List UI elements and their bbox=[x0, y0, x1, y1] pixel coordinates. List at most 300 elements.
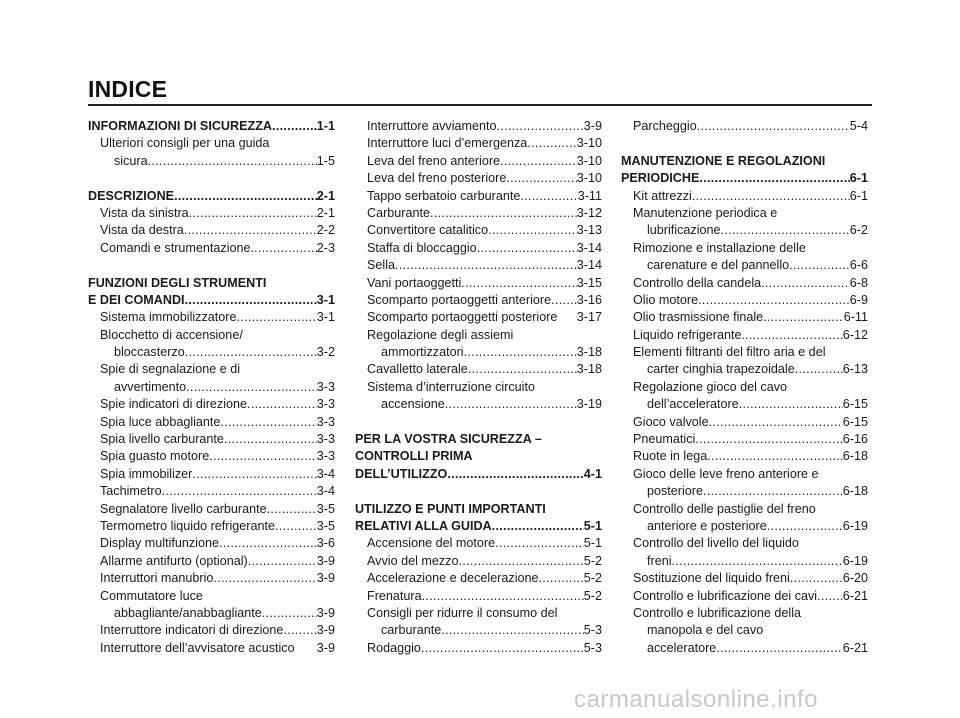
toc-entry-title: Leva del freno anteriore bbox=[367, 153, 501, 168]
toc-dot-leader bbox=[422, 588, 584, 605]
toc-entry[interactable] bbox=[88, 518, 335, 535]
toc-entry-title: Controllo della candela bbox=[633, 275, 762, 290]
toc-page-number: 6-1 bbox=[849, 188, 868, 203]
toc-entry-title: INFORMAZIONI DI SICUREZZA bbox=[88, 119, 272, 133]
toc-entry[interactable] bbox=[88, 570, 335, 587]
toc-entry-title: Staffa di bloccaggio bbox=[367, 240, 477, 255]
toc-page-number: 3-3 bbox=[316, 449, 335, 464]
toc-entry-title: Elementi filtranti del filtro aria e del bbox=[633, 345, 826, 360]
toc-entry bbox=[355, 605, 602, 622]
toc-dot-leader bbox=[247, 396, 317, 413]
toc-dot-leader bbox=[447, 466, 583, 483]
toc-entry-title: accensione bbox=[381, 397, 445, 412]
toc-entry bbox=[88, 588, 335, 605]
toc-entry[interactable] bbox=[88, 501, 335, 518]
toc-entry[interactable] bbox=[621, 257, 868, 274]
toc-entry[interactable] bbox=[355, 292, 602, 309]
toc-entry-title: ammortizzatori bbox=[381, 345, 464, 360]
toc-dot-leader bbox=[767, 309, 844, 326]
toc-entry-title: Convertitore catalitico bbox=[367, 223, 489, 238]
toc-page-number: 6-19 bbox=[842, 518, 868, 533]
toc-dot-leader bbox=[739, 396, 843, 413]
toc-entry[interactable] bbox=[88, 466, 335, 483]
toc-entry[interactable] bbox=[355, 118, 602, 135]
toc-entry-title: Vista da sinistra bbox=[100, 205, 189, 220]
toc-dot-leader bbox=[817, 588, 843, 605]
toc-entry[interactable] bbox=[621, 483, 868, 500]
toc-section-heading[interactable] bbox=[88, 118, 335, 135]
toc-page-number: 3-1 bbox=[316, 310, 335, 325]
toc-entry[interactable] bbox=[355, 170, 602, 187]
toc-dot-leader bbox=[500, 153, 577, 170]
toc-dot-leader bbox=[716, 640, 842, 657]
toc-entry[interactable] bbox=[621, 553, 868, 570]
toc-entry bbox=[355, 379, 602, 396]
toc-section-heading bbox=[355, 431, 602, 448]
toc-page-number: 1-5 bbox=[316, 153, 335, 168]
toc-spacer bbox=[88, 257, 335, 274]
toc-page-number: 3-16 bbox=[576, 292, 602, 307]
toc-page-number: 3-15 bbox=[576, 275, 602, 290]
toc-entry-title: Tappo serbatoio carburante bbox=[367, 188, 521, 203]
toc-section-heading bbox=[355, 501, 602, 518]
toc-entry bbox=[621, 605, 868, 622]
toc-dot-leader bbox=[767, 518, 843, 535]
toc-entry-title: abbagliante/anabbagliante bbox=[114, 605, 262, 620]
toc-page-number: 3-17 bbox=[576, 310, 602, 325]
toc-column-2 bbox=[355, 118, 602, 657]
toc-entry[interactable] bbox=[88, 622, 335, 639]
toc-page-number: 3-10 bbox=[576, 136, 602, 151]
toc-entry-title: Commutatore luce bbox=[100, 588, 203, 603]
toc-entry-title: DESCRIZIONE bbox=[88, 188, 175, 203]
toc-entry-title: PERIODICHE bbox=[621, 171, 700, 186]
toc-entry-title: Regolazione gioco del cavo bbox=[633, 379, 788, 394]
toc-dot-leader bbox=[464, 344, 577, 361]
toc-entry-title: Olio motore bbox=[633, 292, 699, 307]
toc-leader-space bbox=[557, 309, 576, 326]
toc-entry[interactable] bbox=[355, 188, 602, 205]
toc-entry[interactable] bbox=[88, 553, 335, 570]
toc-dot-leader bbox=[148, 153, 317, 170]
toc-dot-leader bbox=[477, 240, 577, 257]
toc-section-heading[interactable] bbox=[88, 188, 335, 205]
toc-entry[interactable] bbox=[88, 222, 335, 239]
toc-entry[interactable] bbox=[355, 240, 602, 257]
toc-dot-leader bbox=[220, 414, 316, 431]
toc-page-number: 5-3 bbox=[583, 623, 602, 638]
toc-entry bbox=[621, 379, 868, 396]
toc-entry-title: Comandi e strumentazione. bbox=[100, 240, 255, 255]
toc-entry-title: Scomparto portaoggetti posteriore bbox=[367, 310, 558, 325]
toc-dot-leader bbox=[185, 344, 317, 361]
toc-entry[interactable] bbox=[88, 309, 335, 326]
toc-entry[interactable] bbox=[355, 570, 602, 587]
toc-page-number: 3-11 bbox=[577, 188, 602, 203]
toc-section-heading[interactable] bbox=[355, 466, 602, 483]
toc-dot-leader bbox=[430, 205, 577, 222]
toc-page-number: 3-5 bbox=[316, 518, 335, 533]
toc-dot-leader bbox=[698, 292, 850, 309]
toc-entry-title: Display multifunzione bbox=[100, 536, 219, 551]
toc-dot-leader bbox=[761, 275, 850, 292]
toc-page-number: 3-9 bbox=[316, 553, 335, 568]
toc-dot-leader bbox=[162, 483, 317, 500]
toc-entry-title: Termometro liquido refrigerante bbox=[100, 518, 275, 533]
toc-dot-leader bbox=[445, 396, 577, 413]
toc-entry-title: Regolazione degli assiemi bbox=[367, 327, 514, 342]
toc-entry-title: Sistema d’interruzione circuito bbox=[367, 379, 535, 394]
toc-dot-leader bbox=[262, 605, 317, 622]
toc-entry-title: Interruttore luci d’emergenza bbox=[367, 136, 528, 151]
toc-entry-title: PER LA VOSTRA SICUREZZA – bbox=[355, 432, 542, 447]
toc-entry-title: Tachimetro bbox=[100, 484, 162, 499]
toc-dot-leader bbox=[458, 553, 583, 570]
toc-dot-leader bbox=[236, 309, 316, 326]
toc-page-number: 5-2 bbox=[583, 553, 602, 568]
toc-dot-leader bbox=[186, 379, 317, 396]
toc-entry-title: carenature e del pannello bbox=[647, 258, 790, 273]
toc-entry-title: Manutenzione periodica e bbox=[633, 205, 778, 220]
toc-entry[interactable] bbox=[88, 379, 335, 396]
toc-entry bbox=[621, 240, 868, 257]
toc-page-number: 3-13 bbox=[576, 223, 602, 238]
toc-entry[interactable] bbox=[355, 222, 602, 239]
toc-entry[interactable] bbox=[621, 588, 868, 605]
toc-page-number: 3-10 bbox=[576, 153, 602, 168]
toc-page-number: 3-12 bbox=[576, 205, 602, 220]
toc-entry bbox=[621, 535, 868, 552]
toc-dot-leader bbox=[709, 414, 843, 431]
toc-entry[interactable] bbox=[88, 396, 335, 413]
toc-page-number: 3-2 bbox=[316, 345, 335, 360]
toc-entry[interactable] bbox=[88, 431, 335, 448]
toc-page-number: 6-6 bbox=[849, 258, 868, 273]
toc-entry-title: Spia guasto motore bbox=[100, 449, 210, 464]
toc-page-number: 3-10 bbox=[576, 171, 602, 186]
toc-entry[interactable] bbox=[355, 535, 602, 552]
toc-entry[interactable] bbox=[355, 257, 602, 274]
toc-dot-leader bbox=[789, 257, 850, 274]
toc-page-number: 6-11 bbox=[843, 310, 868, 325]
toc-dot-leader bbox=[527, 135, 576, 152]
toc-entry-title: Blocchetto di accensione/ bbox=[100, 327, 243, 342]
toc-entry-title: Consigli per ridurre il consumo del bbox=[367, 605, 558, 620]
toc-page-number: 3-3 bbox=[316, 379, 335, 394]
toc-dot-leader bbox=[192, 466, 316, 483]
toc-dot-leader bbox=[441, 622, 584, 639]
toc-page-number: 3-9 bbox=[583, 119, 602, 133]
toc-dot-leader bbox=[699, 170, 849, 187]
toc-page-number: 2-3 bbox=[316, 240, 335, 255]
toc-page-number: 3-3 bbox=[316, 414, 335, 429]
toc-entry-title: Controllo e lubrificazione dei cavi bbox=[633, 588, 818, 603]
toc-section-heading bbox=[88, 275, 335, 292]
toc-dot-leader bbox=[213, 570, 316, 587]
toc-page-number: 3-18 bbox=[576, 362, 602, 377]
toc-entry[interactable] bbox=[88, 414, 335, 431]
toc-page-number: 3-3 bbox=[316, 432, 335, 447]
toc-entry[interactable] bbox=[355, 361, 602, 378]
toc-entry-title: Kit attrezzi bbox=[633, 188, 692, 203]
toc-entry-title: freni bbox=[647, 553, 672, 568]
toc-dot-leader bbox=[189, 205, 317, 222]
toc-entry[interactable] bbox=[355, 205, 602, 222]
toc-entry[interactable] bbox=[621, 275, 868, 292]
toc-entry-title: Sostituzione del liquido freni bbox=[633, 571, 790, 586]
toc-dot-leader bbox=[275, 518, 317, 535]
toc-entry[interactable] bbox=[621, 414, 868, 431]
toc-entry-title: Scomparto portaoggetti anteriore bbox=[367, 292, 552, 307]
toc-entry-title: MANUTENZIONE E REGOLAZIONI bbox=[621, 153, 826, 168]
toc-entry-title: Vani portaoggetti bbox=[367, 275, 462, 290]
toc-entry[interactable] bbox=[621, 361, 868, 378]
toc-entry[interactable] bbox=[88, 344, 335, 361]
toc-page-number: 6-15 bbox=[842, 414, 868, 429]
toc-entry[interactable] bbox=[621, 188, 868, 205]
toc-dot-leader bbox=[185, 292, 317, 309]
toc-page-number: 2-1 bbox=[316, 188, 335, 203]
toc-page-number: 3-9 bbox=[316, 571, 335, 586]
toc-entry[interactable] bbox=[355, 622, 602, 639]
toc-entry-title: Allarme antifurto (optional) bbox=[100, 553, 248, 568]
toc-page-number: 6-19 bbox=[842, 553, 868, 568]
toc-entry[interactable] bbox=[621, 431, 868, 448]
toc-dot-leader bbox=[209, 448, 317, 465]
toc-entry-title: Cavalletto laterale bbox=[367, 362, 468, 377]
toc-entry[interactable] bbox=[355, 344, 602, 361]
toc-entry-title: lubrificazione bbox=[647, 223, 721, 238]
toc-entry-title: Sistema immobilizzatore bbox=[100, 310, 237, 325]
toc-page-number: 3-9 bbox=[316, 605, 335, 620]
toc-entry bbox=[621, 344, 868, 361]
toc-page-number: 5-1 bbox=[583, 536, 602, 551]
toc-entry[interactable] bbox=[621, 518, 868, 535]
toc-entry bbox=[621, 501, 868, 518]
toc-entry-title: Ruote in lega bbox=[633, 449, 708, 464]
toc-page-number: 3-14 bbox=[576, 240, 602, 255]
toc-dot-leader bbox=[497, 118, 584, 135]
toc-page-number: 6-13 bbox=[842, 362, 868, 377]
toc-column-3 bbox=[621, 118, 868, 657]
toc-spacer bbox=[355, 483, 602, 500]
toc-entry-title: acceleratore bbox=[647, 640, 717, 655]
toc-dot-leader bbox=[520, 188, 577, 205]
toc-entry[interactable] bbox=[88, 240, 335, 257]
toc-page-number: 6-21 bbox=[842, 588, 868, 603]
toc-entry[interactable] bbox=[88, 640, 335, 657]
toc-entry-title: dell’acceleratore bbox=[647, 397, 739, 412]
toc-entry-title: Accensione del motore bbox=[367, 536, 496, 551]
toc-entry-title: Parcheggio bbox=[633, 119, 697, 133]
toc-entry-title: Ulteriori consigli per una guida bbox=[100, 136, 270, 151]
toc-entry-title: Rimozione e installazione delle bbox=[633, 240, 806, 255]
toc-entry[interactable] bbox=[355, 309, 602, 326]
toc-entry[interactable] bbox=[88, 535, 335, 552]
toc-page-number: 3-4 bbox=[316, 466, 335, 481]
toc-dot-leader bbox=[461, 275, 576, 292]
toc-entry-title: Carburante bbox=[367, 205, 431, 220]
toc-entry-title: Spie indicatori di direzione bbox=[100, 397, 248, 412]
toc-dot-leader bbox=[184, 222, 317, 239]
toc-entry-title: FUNZIONI DEGLI STRUMENTI bbox=[88, 275, 267, 290]
toc-dot-leader bbox=[174, 188, 317, 205]
toc-entry bbox=[88, 135, 335, 152]
toc-page-number: 3-6 bbox=[316, 536, 335, 551]
toc-entry bbox=[88, 327, 335, 344]
toc-page-number: 3-9 bbox=[316, 623, 335, 638]
toc-entry[interactable] bbox=[621, 570, 868, 587]
toc-entry-title: carter cinghia trapezoidale bbox=[647, 362, 795, 377]
toc-dot-leader bbox=[224, 431, 317, 448]
toc-entry[interactable] bbox=[355, 135, 602, 152]
toc-entry-title: Controllo e lubrificazione della bbox=[633, 605, 802, 620]
toc-dot-leader bbox=[721, 222, 850, 239]
toc-column-1 bbox=[88, 118, 335, 657]
toc-page-number: 4-1 bbox=[583, 466, 602, 481]
toc-page-number: 2-1 bbox=[316, 205, 335, 220]
toc-entry[interactable] bbox=[621, 396, 868, 413]
toc-entry[interactable] bbox=[355, 640, 602, 657]
toc-entry-title: Spia livello carburante bbox=[100, 432, 224, 447]
toc-page-number: 3-19 bbox=[576, 397, 602, 412]
toc-entry[interactable] bbox=[621, 448, 868, 465]
toc-entry-title: DELL’UTILIZZO bbox=[355, 466, 448, 481]
toc-page-number: 5-2 bbox=[583, 588, 602, 603]
toc-entry[interactable] bbox=[621, 640, 868, 657]
toc-entry-title: CONTROLLI PRIMA bbox=[355, 449, 473, 464]
toc-entry-title: Pneumatici bbox=[633, 432, 696, 447]
toc-section-heading[interactable] bbox=[88, 292, 335, 309]
toc-dot-leader bbox=[267, 501, 317, 518]
toc-entry[interactable] bbox=[88, 448, 335, 465]
toc-entry[interactable] bbox=[355, 153, 602, 170]
toc-entry-title: Avvio del mezzo bbox=[367, 553, 459, 568]
toc-dot-leader bbox=[703, 483, 843, 500]
toc-dot-leader bbox=[492, 518, 584, 535]
toc-entry[interactable] bbox=[88, 605, 335, 622]
toc-entry-title: carburante bbox=[381, 623, 442, 638]
toc-page-number: 3-5 bbox=[316, 501, 335, 516]
toc-page-number: 6-16 bbox=[842, 432, 868, 447]
toc-entry-title: posteriore bbox=[647, 484, 704, 499]
toc-page-number: 5-4 bbox=[849, 119, 868, 133]
toc-entry-title: Spie di segnalazione e di bbox=[100, 362, 241, 377]
toc-entry-title: Interruttore dell’avvisatore acustico bbox=[100, 640, 295, 655]
toc-section-heading[interactable] bbox=[621, 170, 868, 187]
toc-entry-title: Controllo delle pastiglie del freno bbox=[633, 501, 816, 516]
toc-dot-leader bbox=[488, 222, 577, 239]
toc-page-number: 3-4 bbox=[316, 484, 335, 499]
toc-entry-title: Accelerazione e decelerazione bbox=[367, 571, 539, 586]
toc-page-number: 6-18 bbox=[842, 449, 868, 464]
toc-dot-leader bbox=[506, 170, 576, 187]
toc-entry-title: anteriore e posteriore bbox=[647, 518, 767, 533]
toc-dot-leader bbox=[695, 431, 842, 448]
toc-entry[interactable] bbox=[355, 396, 602, 413]
toc-dot-leader bbox=[283, 622, 316, 639]
toc-entry-title: Interruttore avviamento bbox=[367, 119, 497, 133]
toc-entry-title: Interruttore indicatori di direzione bbox=[100, 623, 284, 638]
toc-spacer bbox=[621, 135, 868, 152]
toc-entry[interactable] bbox=[621, 222, 868, 239]
toc-entry[interactable] bbox=[621, 118, 868, 135]
toc-entry-title: Segnalatore livello carburante bbox=[100, 501, 267, 516]
toc-entry[interactable] bbox=[355, 553, 602, 570]
toc-spacer bbox=[355, 414, 602, 431]
toc-page-number: 5-1 bbox=[583, 518, 602, 533]
toc-dot-leader bbox=[495, 535, 584, 552]
toc-page-number: 5-3 bbox=[583, 640, 602, 655]
toc-entry-title: Spia luce abbagliante bbox=[100, 414, 221, 429]
toc-entry-title: avvertimento bbox=[114, 379, 187, 394]
toc-entry-title: Liquido refrigerante. bbox=[633, 327, 746, 342]
toc-dot-leader bbox=[672, 553, 843, 570]
toc-entry[interactable] bbox=[621, 309, 868, 326]
toc-entry[interactable] bbox=[621, 292, 868, 309]
toc-dot-leader bbox=[395, 257, 577, 274]
toc-entry-title: Sella bbox=[367, 258, 396, 273]
toc-page-number: 6-15 bbox=[842, 397, 868, 412]
toc-entry[interactable] bbox=[621, 327, 868, 344]
toc-entry bbox=[621, 622, 868, 639]
title-divider bbox=[88, 104, 872, 106]
toc-page-number: 6-9 bbox=[849, 292, 868, 307]
watermark-text: carmanualsonline.info bbox=[574, 686, 818, 713]
toc-entry[interactable] bbox=[88, 153, 335, 170]
toc-entry bbox=[621, 466, 868, 483]
toc-entry-title: Rodaggio bbox=[367, 640, 421, 655]
toc-entry[interactable] bbox=[355, 588, 602, 605]
toc-page-number: 6-1 bbox=[849, 171, 868, 186]
toc-entry bbox=[88, 361, 335, 378]
toc-page-number: 6-21 bbox=[842, 640, 868, 655]
toc-dot-leader bbox=[219, 535, 317, 552]
toc-entry-title: bloccasterzo bbox=[114, 345, 185, 360]
toc-dot-leader bbox=[272, 118, 317, 135]
toc-dot-leader bbox=[254, 240, 317, 257]
page-title: INDICE bbox=[88, 76, 168, 102]
toc-page-number: 3-9 bbox=[316, 640, 335, 655]
toc-page-number: 1-1 bbox=[316, 119, 335, 133]
toc-page-number: 6-8 bbox=[849, 275, 868, 290]
toc-page-number: 3-1 bbox=[316, 292, 335, 307]
toc-entry-title: Frenatura bbox=[367, 588, 422, 603]
toc-dot-leader bbox=[745, 327, 843, 344]
toc-page-number: 6-20 bbox=[842, 571, 868, 586]
toc-page-number: 5-2 bbox=[583, 571, 602, 586]
toc-page-number: 3-18 bbox=[576, 345, 602, 360]
toc-dot-leader bbox=[468, 361, 577, 378]
toc-entry-title: Gioco delle leve freno anteriore e bbox=[633, 466, 819, 481]
toc-page-number: 3-14 bbox=[576, 258, 602, 273]
toc-section-heading bbox=[621, 153, 868, 170]
toc-entry bbox=[355, 327, 602, 344]
toc-dot-leader bbox=[697, 118, 850, 135]
toc-dot-leader bbox=[539, 570, 584, 587]
toc-dot-leader bbox=[790, 570, 843, 587]
toc-section-heading[interactable] bbox=[355, 518, 602, 535]
toc-entry[interactable] bbox=[355, 275, 602, 292]
toc-entry[interactable] bbox=[88, 205, 335, 222]
toc-page-number: 6-18 bbox=[842, 484, 868, 499]
toc-page-number: 2-2 bbox=[316, 223, 335, 238]
toc-entry-title: Interruttori manubrio bbox=[100, 571, 214, 586]
toc-leader-space bbox=[295, 640, 317, 657]
toc-entry[interactable] bbox=[88, 483, 335, 500]
toc-page-number: 3-3 bbox=[316, 397, 335, 412]
toc-entry-title: Vista da destra bbox=[100, 223, 184, 238]
